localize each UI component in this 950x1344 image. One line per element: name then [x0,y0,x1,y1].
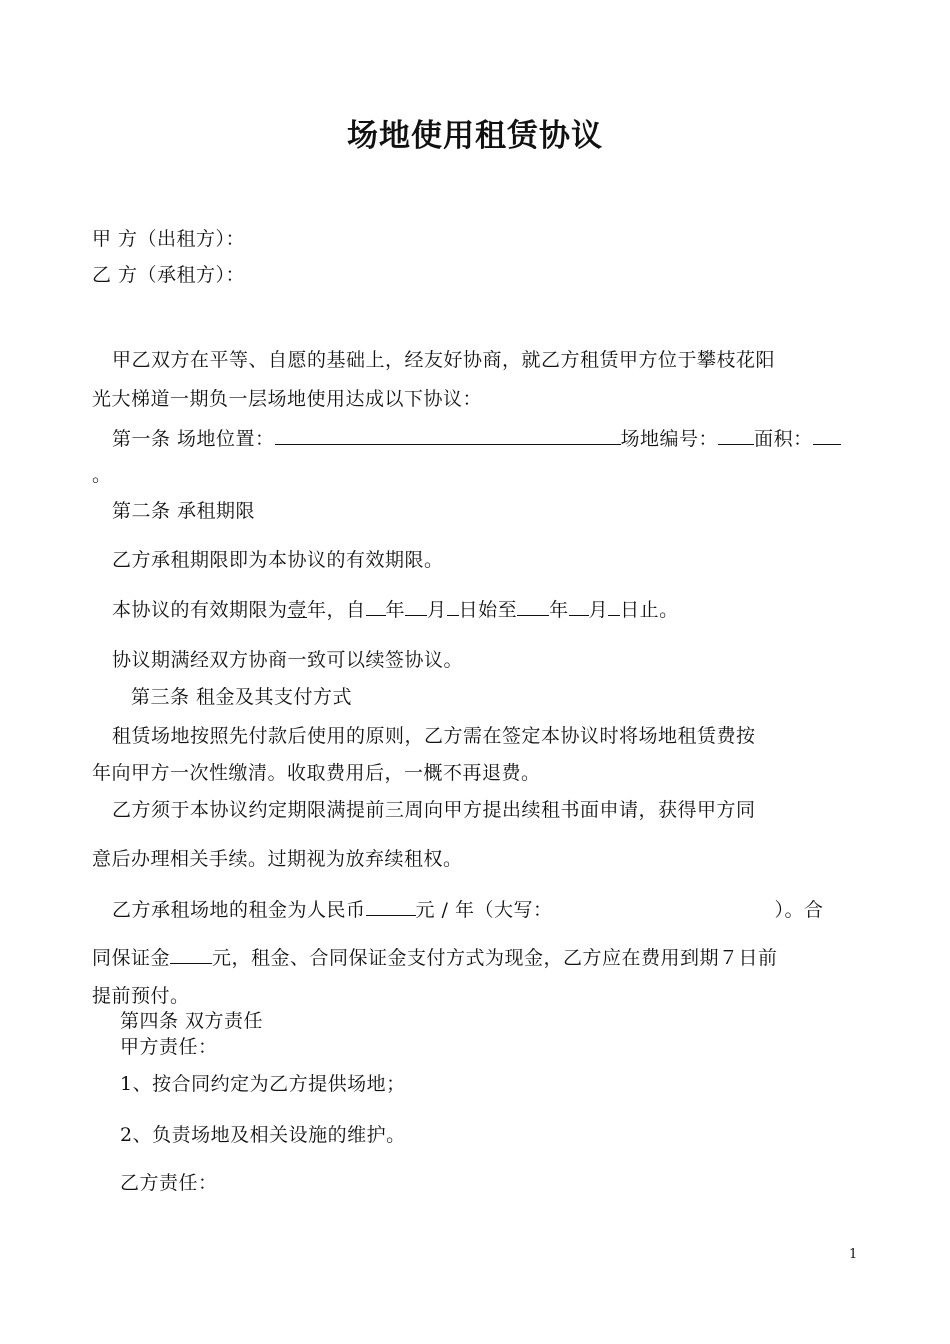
article-3-p3 [112,897,824,923]
document-title: 场地使用租赁协议 [347,118,603,154]
deposit-amount-blank [170,945,212,964]
party-b-duty-label: 乙方责任： [120,1172,218,1194]
article-2-after-years: 年，自 [307,599,366,621]
article-3-heading: 第三条 租金及其支付方式 [131,686,353,708]
article-2-month: 月 [427,599,447,621]
location-blank [275,426,621,445]
article-1-location-label: 第一条 场地位置： [112,428,275,450]
party-a-duty-item-2: 2、负责场地及相关设施的维护。 [120,1124,406,1146]
article-4-heading: 第四条 双方责任 [120,1010,264,1032]
party-a-label: 甲 方（出租方）： [92,228,246,250]
article-2-day-start: 日始至 [458,599,518,621]
intro-line-1: 甲乙双方在平等、自愿的基础上，经友好协商，就乙方租赁甲方位于攀枝花阳 [112,349,776,371]
party-a-duty-item-1: 1、按合同约定为乙方提供场地； [120,1073,406,1095]
article-1-number-label: 场地编号： [620,428,719,450]
rent-prefix: 乙方承租场地的租金为人民币 [112,899,366,921]
start-month-blank [405,597,427,616]
article-3-p4-line-2: 提前预付。 [92,985,190,1007]
party-b-label: 乙 方（承租方）： [92,264,246,286]
article-3-p1-line-2: 年向甲方一次性缴清。收取费用后，一概不再退费。 [92,762,541,784]
area-blank [813,426,841,445]
rent-amount-blank [366,897,416,916]
article-2-day-end: 日止。 [620,599,679,621]
article-2-years: 壹 [287,599,308,621]
end-day-blank [608,597,620,616]
article-2-year: 年 [385,599,406,621]
rent-end: ）。合 [774,899,824,921]
deposit-prefix: 同保证金 [92,947,171,969]
end-year-blank [517,597,549,616]
article-2-p1: 乙方承租期限即为本协议的有效期限。 [112,549,444,571]
number-blank [718,426,754,445]
article-3-p2-line-2: 意后办理相关手续。过期视为放弃续租权。 [92,848,463,870]
article-1-line [112,426,841,452]
deposit-rest: 元，租金、合同保证金支付方式为现金，乙方应在费用到期７日前 [212,947,778,969]
article-2-p3: 协议期满经双方协商一致可以续签协议。 [112,649,464,671]
article-3-p1-line-1: 租赁场地按照先付款后使用的原则，乙方需在签定本协议时将场地租赁费按 [112,725,756,747]
article-1-end: 。 [92,464,112,486]
article-2-p2 [112,597,679,623]
article-3-p4 [92,945,778,971]
start-day-blank [447,597,459,616]
intro-line-2: 光大梯道一期负一层场地使用达成以下协议： [92,388,483,410]
rent-unit: 元 / 年（大写： [415,899,553,921]
article-3-p2-line-1: 乙方须于本协议约定期限满提前三周向甲方提出续租书面申请，获得甲方同 [112,799,756,821]
end-month-blank [569,597,589,616]
article-2-p2-prefix: 本协议的有效期限为 [112,599,288,621]
article-2-heading: 第二条 承租期限 [112,500,256,522]
party-a-duty-label: 甲方责任： [120,1036,218,1058]
article-1-area-label: 面积： [754,428,813,450]
article-2-month-2: 月 [588,599,609,621]
article-2-year-2: 年 [549,599,569,621]
page-number: 1 [849,1247,858,1262]
start-year-blank [366,597,386,616]
